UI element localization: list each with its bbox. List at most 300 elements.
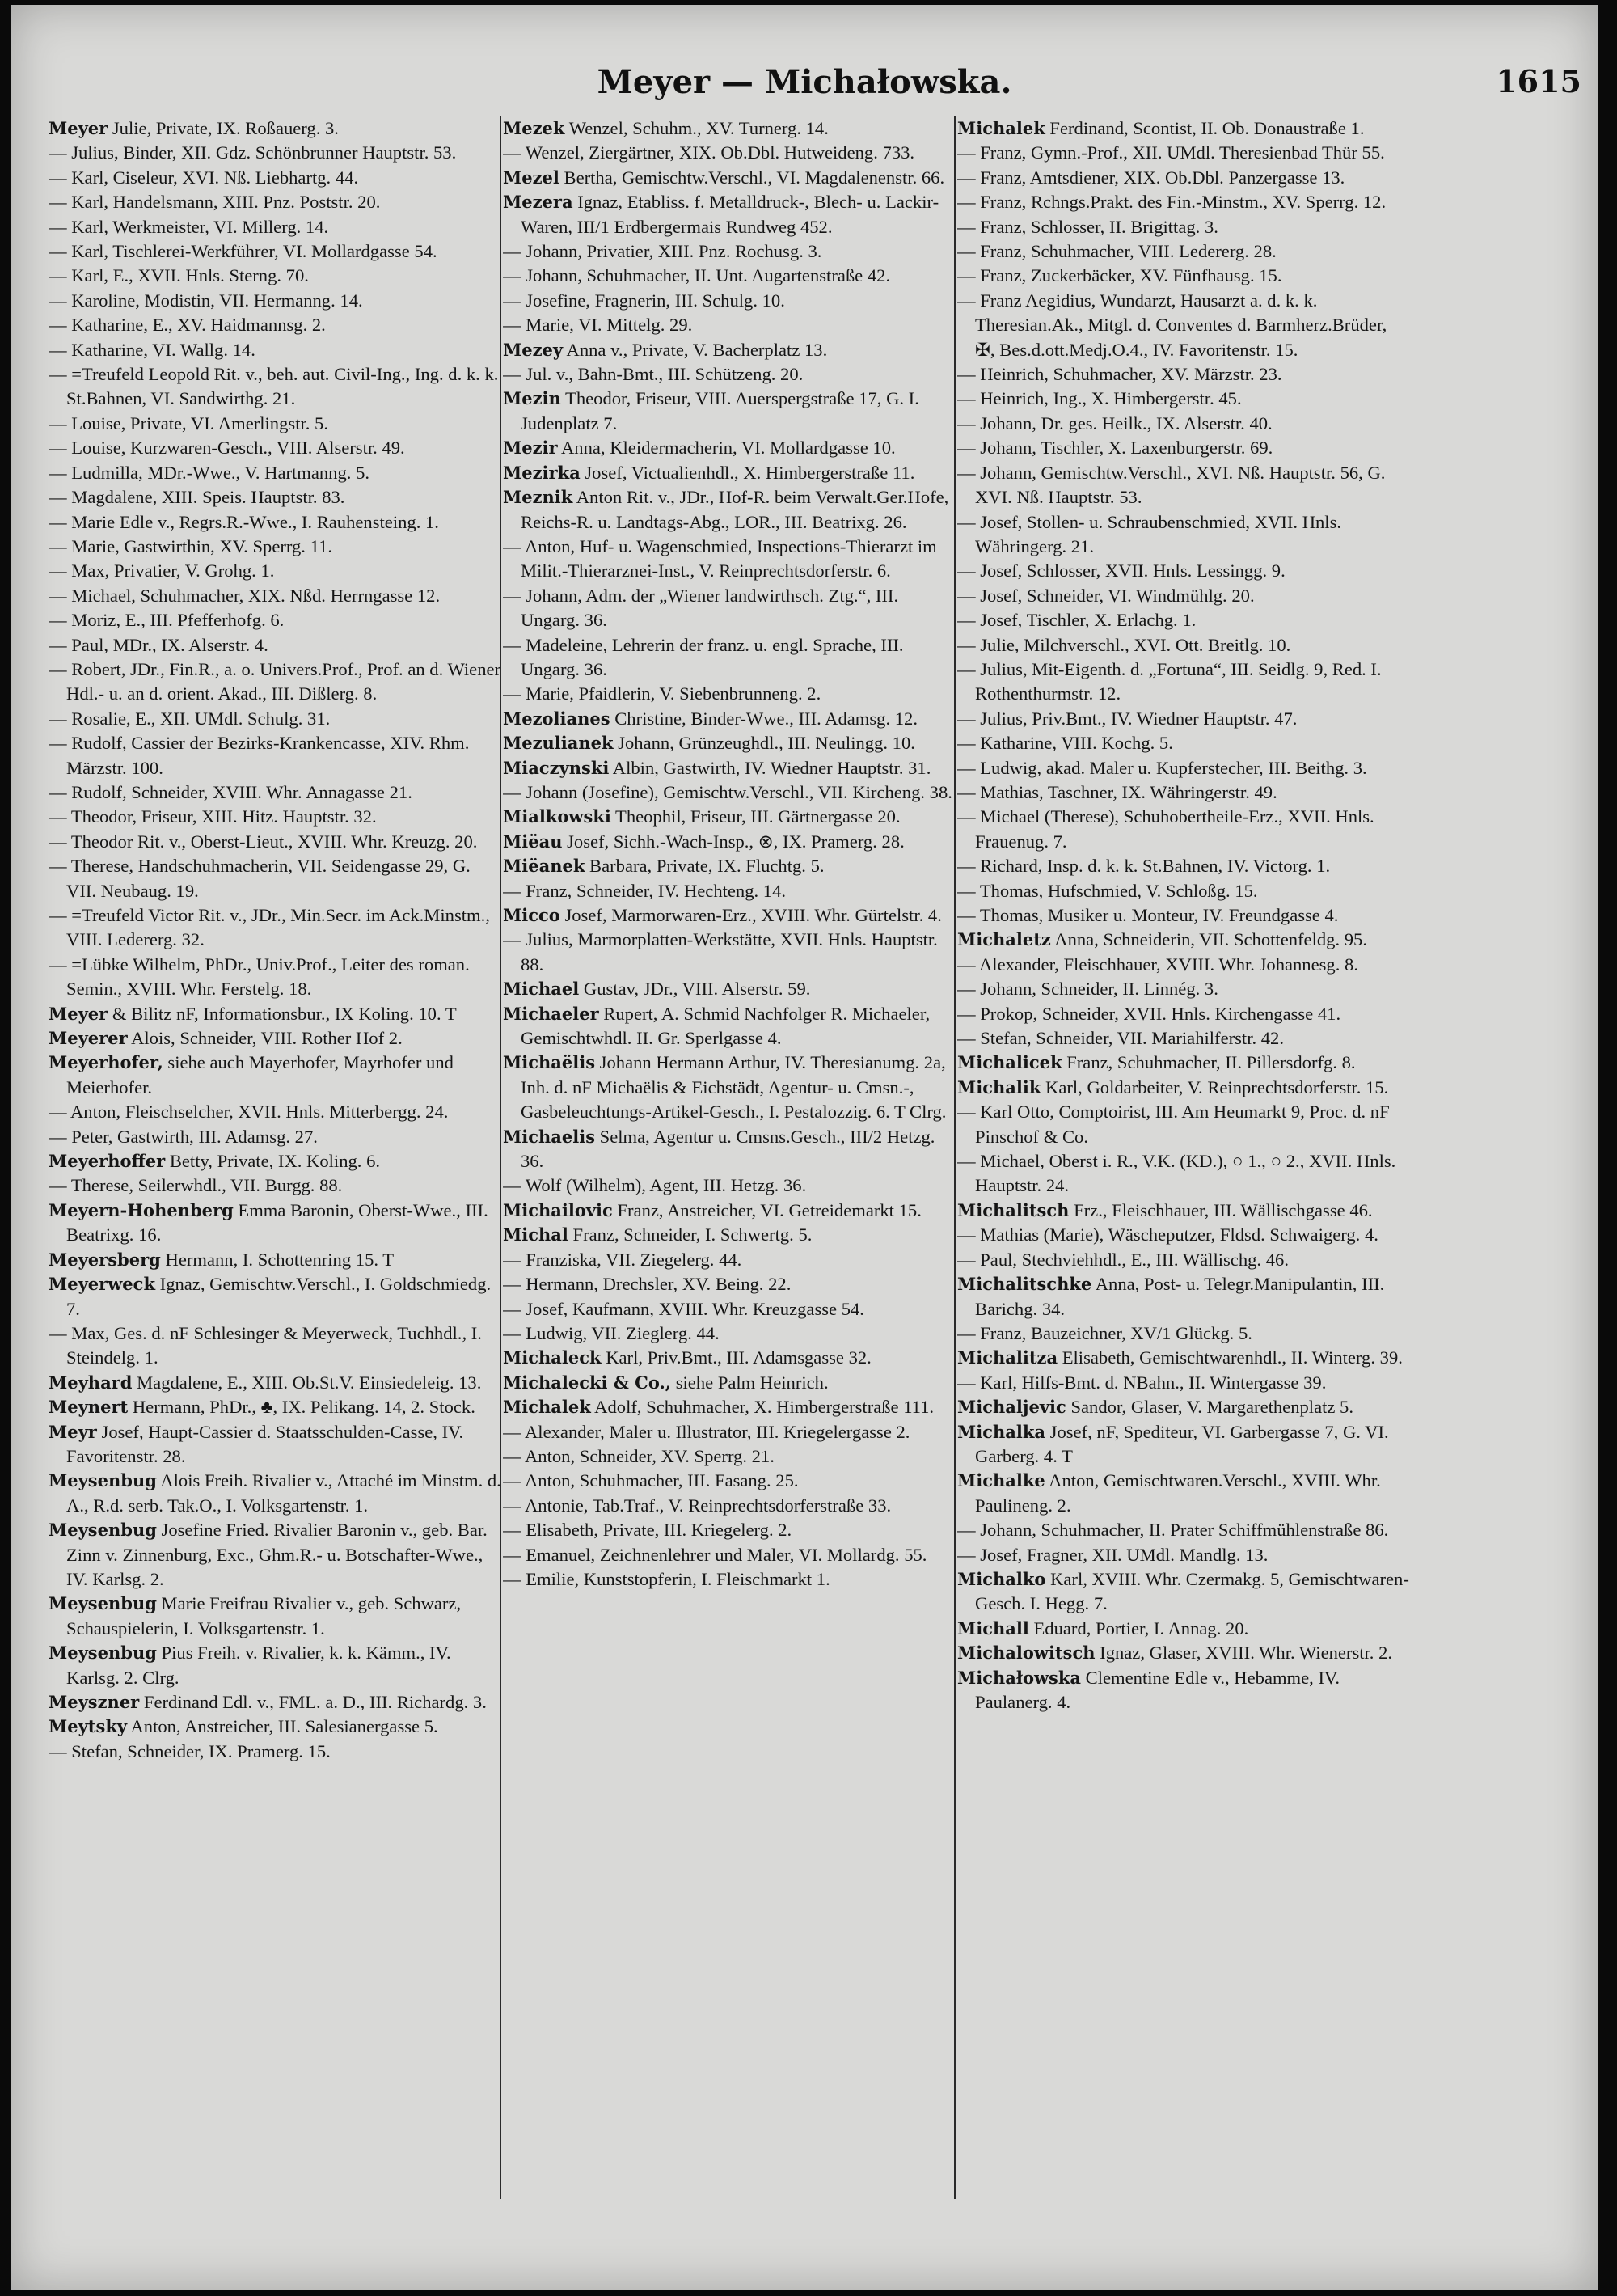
entry-details: — Thomas, Musiker u. Monteur, IV. Freundgasse 4. (957, 905, 1339, 925)
directory-entry (503, 731, 956, 755)
entry-details: — Thomas, Hufschmied, V. Schloßg. 15. (957, 880, 1258, 901)
entry-surname: Mezera (503, 192, 573, 213)
entry-surname: Meyszner (49, 1692, 140, 1712)
entry-details: Alois Freih. Rivalier v., Attaché im Minstm. d. A., R.d. serb. Tak.O., I. Volksgartenstr. 1. (66, 1470, 501, 1516)
directory-entry (49, 412, 501, 436)
entry-details: — Josef, Stollen- u. Schraubenschmied, XVII. Hnls. Währingerg. 21. (957, 511, 1342, 556)
directory-entry (503, 928, 956, 977)
directory-entry (957, 707, 1410, 731)
entry-details: — Emanuel, Zeichnenlehrer und Maler, VI. Mollardg. 55. (503, 1544, 927, 1565)
directory-entry (49, 338, 501, 362)
entry-details: — Rudolf, Cassier der Bezirks-Krankencasse, XIV. Rhm. Märzstr. 100. (49, 733, 470, 778)
entry-details: Albin, Gastwirth, IV. Wiedner Hauptstr. 31. (609, 757, 931, 778)
directory-entry (49, 1199, 501, 1248)
directory-entry (957, 584, 1410, 608)
entry-details: — Prokop, Schneider, XVII. Hnls. Kirchengasse 41. (957, 1003, 1341, 1024)
entry-details: — Marie Edle v., Regrs.R.-Wwe., I. Rauhensteing. 1. (49, 511, 439, 532)
entry-details: — Franz, Amtsdiener, XIX. Ob.Dbl. Panzergasse 13. (957, 167, 1345, 188)
directory-entry (503, 1199, 956, 1223)
directory-entry (503, 116, 956, 141)
entry-details: — Karoline, Modistin, VII. Hermanng. 14. (49, 290, 363, 311)
entry-details: Adolf, Schuhmacher, X. Himbergerstraße 111. (590, 1397, 935, 1418)
entry-surname: Michaeler (503, 1003, 599, 1024)
directory-entry (49, 953, 501, 1002)
directory-entry (49, 1740, 501, 1764)
directory-entry (957, 928, 1410, 952)
entry-surname: Meysenbug (49, 1470, 157, 1491)
entry-surname: Michalitschke (957, 1274, 1092, 1295)
entry-details: — Jul. v., Bahn-Bmt., III. Schützeng. 20. (503, 364, 804, 385)
entry-details: — Julius, Priv.Bmt., IV. Wiedner Hauptstr. 47. (957, 708, 1298, 729)
directory-entry (503, 1002, 956, 1051)
directory-entry (49, 1051, 501, 1100)
directory-entry (957, 953, 1410, 977)
entry-details: — Michael (Therese), Schuhobertheile-Erz., XVII. Hnls. Frauenug. 7. (957, 806, 1374, 852)
entry-surname: Miëau (503, 831, 563, 852)
entry-details: Barbara, Private, IX. Fluchtg. 5. (585, 856, 825, 877)
entry-details: — Alexander, Maler u. Illustrator, III. Kriegelergasse 2. (503, 1421, 910, 1442)
directory-entry (957, 879, 1410, 903)
directory-entry (957, 387, 1410, 411)
entry-surname: Michaëlis (503, 1052, 596, 1073)
directory-entry (49, 1026, 501, 1051)
directory-entry (957, 1420, 1410, 1469)
entry-surname: Miaczynski (503, 757, 610, 778)
entry-surname: Michael (503, 979, 580, 1000)
directory-entry (49, 1715, 501, 1739)
entry-details: Eduard, Portier, I. Annag. 20. (1028, 1617, 1249, 1638)
entry-surname: Michalitza (957, 1347, 1058, 1368)
entry-details: — Stefan, Schneider, VII. Mariahilferstr. 42. (957, 1028, 1285, 1049)
directory-entry (957, 1051, 1410, 1075)
entry-details: — Wolf (Wilhelm), Agent, III. Hetzg. 36. (503, 1175, 807, 1196)
entry-details: — Michael, Oberst i. R., V.K. (KD.), ○ 1., ○ 2., XVII. Hnls. Hauptstr. 24. (957, 1151, 1396, 1196)
entry-details: Anna, Kleidermacherin, VI. Mollardgasse 10. (557, 438, 896, 459)
entry-details: — Julius, Binder, XII. Gdz. Schönbrunner Hauptstr. 53. (49, 142, 457, 163)
entry-surname: Mezolianes (503, 708, 610, 729)
entry-details: Franz, Schneider, I. Schwertg. 5. (568, 1224, 813, 1245)
directory-entry (49, 1518, 501, 1592)
entry-details: — Franziska, VII. Ziegelerg. 44. (503, 1249, 742, 1270)
entry-surname: Meysenbug (49, 1593, 157, 1614)
directory-entry (49, 215, 501, 239)
entry-details: — Anton, Fleischselcher, XVII. Hnls. Mitterbergg. 24. (49, 1101, 449, 1123)
directory-entry (503, 362, 956, 387)
entry-surname: Meyr (49, 1421, 97, 1442)
entry-details: — Johann, Privatier, XIII. Pnz. Rochusg. 3. (503, 241, 822, 262)
entry-surname: Meznik (503, 487, 573, 508)
entry-surname: Michalik (957, 1076, 1041, 1097)
entry-surname: Meysenbug (49, 1520, 157, 1541)
directory-entry (503, 239, 956, 264)
entry-details: — =Treufeld Victor Rit. v., JDr., Min.Secr. im Ack.Minstm., VIII. Ledererg. 32. (49, 905, 490, 950)
entry-details: Josef, Marmorwaren-Erz., XVIII. Whr. Gürtelstr. 4. (559, 905, 942, 925)
directory-entry (49, 854, 501, 903)
directory-entry (957, 805, 1410, 854)
directory-entry (957, 1469, 1410, 1518)
directory-entry (49, 436, 501, 460)
directory-entry (49, 289, 501, 313)
entry-details: — Franz, Schlosser, II. Brigittag. 3. (957, 216, 1218, 237)
directory-entry (49, 1272, 501, 1321)
entry-surname: Michalowitsch (957, 1643, 1096, 1664)
directory-entry (503, 289, 956, 313)
entry-details: — Katharine, E., XV. Haidmannsg. 2. (49, 315, 326, 336)
directory-entry (957, 1617, 1410, 1641)
directory-entry (49, 166, 501, 190)
directory-entry (49, 1420, 501, 1469)
entry-details: Wenzel, Schuhm., XV. Turnerg. 14. (564, 118, 829, 138)
entry-details: — Franz, Bauzeichner, XV/1 Glückg. 5. (957, 1322, 1252, 1343)
entry-surname: Meyersberg (49, 1249, 161, 1270)
directory-column-3 (957, 116, 1410, 2203)
entry-details: Theophil, Friseur, III. Gärtnergasse 20. (610, 806, 901, 827)
entry-details: — Johann, Schuhmacher, II. Unt. Augartenstraße 42. (503, 265, 891, 286)
directory-entry (49, 116, 501, 141)
directory-entry (957, 166, 1410, 190)
entry-details: — Louise, Private, VI. Amerlingstr. 5. (49, 412, 328, 433)
directory-entry (503, 633, 956, 683)
directory-page (11, 5, 1598, 2290)
directory-entry (503, 780, 956, 805)
entry-details: — Michael, Schuhmacher, XIX. Nßd. Herrngasse 12. (49, 585, 441, 606)
entry-details: — Max, Ges. d. nF Schlesinger & Meyerweck, Tuchhdl., I. Steindelg. 1. (49, 1322, 482, 1368)
entry-details: Josefine Fried. Rivalier Baronin v., geb. Bar. Zinn v. Zinnenburg, Exc., Ghm.R.- u. Botschafter-Wwe., IV. Karlsg. 2. (66, 1520, 488, 1589)
entry-surname: Mezin (503, 388, 561, 409)
entry-details: — Robert, JDr., Fin.R., a. o. Univers.Prof., Prof. an d. Wiener Hdl.- u. an d. orient. Akad., III. Dißlerg. 8. (49, 658, 501, 704)
directory-entry (49, 1248, 501, 1272)
entry-surname: Michal (503, 1224, 568, 1245)
entry-details: Johann Hermann Arthur, IV. Theresianumg. 2a, Inh. d. nF Michaëlis & Eichstädt, Agentur- u. Cmsn.-, Gasbeleuchtungs-Artikel-Gesch., I. Pestalozzig. 6. T Clrg. (521, 1052, 947, 1123)
directory-entry (49, 1371, 501, 1395)
entry-details: — Marie, VI. Mittelg. 29. (503, 315, 693, 336)
directory-entry (503, 1395, 956, 1419)
directory-entry (503, 190, 956, 239)
directory-entry (503, 535, 956, 584)
directory-entry (49, 903, 501, 953)
directory-entry (503, 1371, 956, 1395)
directory-entry (49, 830, 501, 854)
directory-entry (957, 1371, 1410, 1395)
directory-entry (957, 1346, 1410, 1370)
directory-entry (957, 756, 1410, 780)
entry-details: — Antonie, Tab.Traf., V. Reinprechtsdorferstraße 33. (503, 1495, 892, 1516)
entry-details: Rupert, A. Schmid Nachfolger R. Michaeler, Gemischtwhdl. II. Gr. Sperlgasse 4. (521, 1003, 931, 1049)
entry-details: — Marie, Gastwirthin, XV. Sperrg. 11. (49, 535, 333, 556)
directory-entry (49, 1321, 501, 1371)
entry-surname: Meysenbug (49, 1643, 157, 1664)
directory-entry (957, 1026, 1410, 1051)
entry-surname: Michaleck (503, 1347, 602, 1368)
entry-details: — Josef, Schlosser, XVII. Hnls. Lessingg. 9. (957, 560, 1286, 581)
entry-details: — Rosalie, E., XII. UMdl. Schulg. 31. (49, 708, 331, 729)
entry-details: — Franz, Zuckerbäcker, XV. Fünfhausg. 15. (957, 265, 1282, 286)
entry-details: — Karl, Handelsmann, XIII. Pnz. Poststr. 20. (49, 192, 381, 213)
entry-details: Ferdinand, Scontist, II. Ob. Donaustraße 1. (1045, 118, 1365, 138)
directory-entry (49, 1469, 501, 1518)
directory-entry (957, 1076, 1410, 1100)
directory-entry (503, 1543, 956, 1567)
entry-details: — Franz Aegidius, Wundarzt, Hausarzt a. d. k. k. Theresian.Ak., Mitgl. d. Conventes d. Barmherz.Brüder, ✠, Bes.d.ott.Medj.O.4., IV. Favoritenstr. 15. (957, 290, 1387, 360)
directory-entry (503, 436, 956, 460)
directory-entry (49, 1690, 501, 1715)
entry-details: — Karl, Werkmeister, VI. Millerg. 14. (49, 216, 329, 237)
entry-details: — Magdalene, XIII. Speis. Hauptstr. 83. (49, 487, 345, 508)
entry-details: Ignaz, Etabliss. f. Metalldruck-, Blech- u. Lackir-Waren, III/1 Erdbergermais Rundweg 452. (521, 192, 939, 237)
directory-entry (957, 215, 1410, 239)
directory-entry (503, 1346, 956, 1370)
entry-details: Frz., Fleischhauer, III. Wällischgasse 46. (1069, 1199, 1373, 1220)
directory-entry (957, 854, 1410, 878)
directory-entry (957, 977, 1410, 1001)
directory-entry (49, 780, 501, 805)
entry-details: Marie Freifrau Rivalier v., geb. Schwarz, Schauspielerin, I. Volksgartenstr. 1. (66, 1593, 462, 1638)
entry-details: Anna v., Private, V. Bacherplatz 13. (563, 339, 828, 360)
directory-entry (957, 1199, 1410, 1223)
entry-details: — Ludwig, VII. Zieglerg. 44. (503, 1322, 720, 1343)
directory-entry (49, 707, 501, 731)
directory-entry (957, 731, 1410, 755)
entry-details: siehe auch Mayerhofer, Mayrhofer und Meierhofer. (66, 1052, 454, 1097)
directory-entry (957, 1002, 1410, 1026)
directory-entry (503, 756, 956, 780)
directory-entry (503, 584, 956, 633)
directory-entry (49, 510, 501, 535)
entry-surname: Michall (957, 1617, 1029, 1638)
entry-surname: Meyer (49, 1003, 108, 1024)
entry-details: & Bilitz nF, Informationsbur., IX Koling. 10. T (108, 1003, 457, 1024)
entry-details: — Paul, Stechviehhdl., E., III. Wällischg. 46. (957, 1249, 1289, 1270)
directory-entry (503, 1223, 956, 1247)
entry-details: Theodor, Friseur, VIII. Auerspergstraße 17, G. I. Judenplatz 7. (521, 388, 919, 433)
entry-details: — Therese, Handschuhmacherin, VII. Seidengasse 29, G. VII. Neubaug. 19. (49, 856, 471, 901)
entry-details: — Stefan, Schneider, IX. Pramerg. 15. (49, 1740, 331, 1761)
entry-details: — Josef, Kaufmann, XVIII. Whr. Kreuzgasse 54. (503, 1298, 864, 1319)
entry-surname: Meyhard (49, 1372, 133, 1393)
directory-entry (503, 461, 956, 485)
entry-details: Emma Baronin, Oberst-Wwe., III. Beatrixg. 16. (66, 1199, 488, 1245)
entry-details: — Karl, Hilfs-Bmt. d. NBahn., II. Wintergasse 39. (957, 1372, 1327, 1393)
directory-entry (49, 805, 501, 829)
directory-entry (957, 1567, 1410, 1617)
entry-surname: Michalek (503, 1397, 591, 1418)
entry-details: — Karl, Tischlerei-Werkführer, VI. Mollardgasse 54. (49, 241, 437, 262)
entry-surname: Michaletz (957, 929, 1051, 950)
entry-surname: Michalicek (957, 1052, 1062, 1073)
entry-details: Johann, Grünzeughdl., III. Neulingg. 10. (613, 733, 915, 754)
entry-details: — Katharine, VIII. Kochg. 5. (957, 733, 1173, 754)
directory-entry (503, 830, 956, 854)
entry-details: Anton Rit. v., JDr., Hof-R. beim Verwalt.Ger.Hofe, Reichs-R. u. Landtags-Abg., LOR., III. Beatrixg. 26. (521, 487, 949, 532)
entry-details: — Karl, Ciseleur, XVI. Nß. Liebhartg. 44. (49, 167, 359, 188)
directory-entry (503, 264, 956, 288)
column-divider (500, 116, 501, 2199)
directory-entry (957, 1666, 1410, 1715)
directory-entry (49, 633, 501, 658)
directory-entry (503, 854, 956, 878)
directory-entry (49, 313, 501, 337)
entry-details: Christine, Binder-Wwe., III. Adamsg. 12. (610, 708, 918, 729)
directory-entry (957, 1641, 1410, 1665)
page-title: Meyer — Michałowska. (597, 63, 1012, 101)
entry-details: Sandor, Glaser, V. Margarethenplatz 5. (1066, 1397, 1354, 1418)
directory-entry (49, 461, 501, 485)
directory-entry (957, 141, 1410, 165)
directory-entry (957, 658, 1410, 707)
entry-details: — =Lübke Wilhelm, PhDr., Univ.Prof., Leiter des roman. Semin., XVIII. Whr. Ferstelg. 18. (49, 953, 470, 1000)
directory-entry (49, 535, 501, 559)
directory-entry (503, 313, 956, 337)
entry-details: Anna, Post- u. Telegr.Manipulantin, III. Barichg. 34. (975, 1274, 1385, 1319)
entry-surname: Michalka (957, 1421, 1046, 1442)
entry-details: — Josef, Schneider, VI. Windmühlg. 20. (957, 585, 1255, 606)
directory-entry (957, 239, 1410, 264)
entry-details: — Elisabeth, Private, III. Kriegelerg. 2. (503, 1520, 792, 1541)
directory-entry (503, 707, 956, 731)
entry-surname: Meyer (49, 118, 108, 138)
entry-details: — Katharine, VI. Wallg. 14. (49, 339, 255, 360)
entry-surname: Michalitsch (957, 1199, 1070, 1220)
entry-details: — Johann, Schneider, II. Linnég. 3. (957, 979, 1218, 1000)
entry-details: Franz, Anstreicher, VI. Getreidemarkt 15. (612, 1199, 922, 1220)
entry-details: Josef, Victualienhdl., X. Himbergerstraße 11. (580, 462, 915, 483)
entry-surname: Michaelis (503, 1126, 596, 1147)
entry-details: — Wenzel, Ziergärtner, XIX. Ob.Dbl. Hutweideng. 733. (503, 142, 915, 163)
directory-entry (49, 1002, 501, 1026)
entry-details: — Anton, Schuhmacher, III. Fasang. 25. (503, 1470, 799, 1491)
entry-details: Betty, Private, IX. Koling. 6. (165, 1151, 381, 1172)
entry-details: — Franz, Schuhmacher, VIII. Ledererg. 28. (957, 241, 1277, 262)
entry-details: — Johann, Gemischtw.Verschl., XVI. Nß. Hauptstr. 56, G. XVI. Nß. Hauptstr. 53. (957, 462, 1386, 508)
directory-entry (957, 1395, 1410, 1419)
entry-details: — Karl Otto, Comptoirist, III. Am Heumarkt 9, Proc. d. nF Pinschof & Co. (957, 1101, 1390, 1147)
entry-details: Anna, Schneiderin, VII. Schottenfeldg. 95. (1050, 929, 1367, 950)
entry-surname: Mezir (503, 438, 558, 459)
directory-entry (503, 1173, 956, 1198)
directory-entry (503, 1321, 956, 1346)
directory-entry (49, 731, 501, 780)
directory-entry (957, 510, 1410, 560)
directory-entry (957, 1543, 1410, 1567)
entry-details: — Johann, Dr. ges. Heilk., IX. Alserstr. 40. (957, 412, 1273, 433)
directory-entry (49, 1173, 501, 1198)
directory-entry (503, 1444, 956, 1469)
entry-details: Ignaz, Glaser, XVIII. Whr. Wienerstr. 2. (1095, 1643, 1393, 1664)
entry-surname: Micco (503, 905, 560, 925)
directory-entry (503, 1248, 956, 1272)
directory-entry (957, 1248, 1410, 1272)
entry-surname: Michailovic (503, 1199, 613, 1220)
column-divider (954, 116, 956, 2199)
entry-surname: Meytsky (49, 1716, 128, 1737)
entry-details: Hermann, I. Schottenring 15. T (160, 1249, 395, 1270)
entry-details: — Madeleine, Lehrerin der franz. u. engl. Sprache, III. Ungarg. 36. (503, 634, 904, 679)
directory-entry (957, 264, 1410, 288)
entry-details: Karl, XVIII. Whr. Czermakg. 5, Gemischtwaren-Gesch. I. Hegg. 7. (975, 1568, 1409, 1614)
entry-details: — Peter, Gastwirth, III. Adamsg. 27. (49, 1126, 318, 1147)
entry-details: Clementine Edle v., Hebamme, IV. Paulanerg. 4. (975, 1667, 1340, 1712)
entry-details: Anton, Gemischtwaren.Verschl., XVIII. Whr. Paulineng. 2. (975, 1470, 1381, 1516)
directory-entry (503, 485, 956, 535)
directory-entry (49, 559, 501, 583)
entry-surname: Mezirka (503, 462, 581, 483)
entry-details: — Theodor Rit. v., Oberst-Lieut., XVIII. Whr. Kreuzg. 20. (49, 831, 478, 852)
directory-entry (503, 141, 956, 165)
entry-surname: Mezulianek (503, 733, 614, 754)
entry-surname: Mialkowski (503, 806, 611, 827)
directory-entry (49, 1395, 501, 1419)
entry-details: — Julius, Mit-Eigenth. d. „Fortuna“, III. Seidlg. 9, Red. I. Rothenthurmstr. 12. (957, 658, 1382, 704)
directory-entry (49, 608, 501, 632)
entry-surname: Mezek (503, 118, 565, 138)
entry-details: — Franz, Gymn.-Prof., XII. UMdl. Theresienbad Thür 55. (957, 142, 1385, 163)
entry-details: — Julie, Milchverschl., XVI. Ott. Breitlg. 10. (957, 634, 1291, 655)
directory-entry (957, 412, 1410, 436)
directory-entry (957, 633, 1410, 658)
entry-details: — Anton, Schneider, XV. Sperrg. 21. (503, 1445, 775, 1466)
directory-entry (957, 289, 1410, 362)
entry-details: Magdalene, E., XIII. Ob.St.V. Einsiedeleig. 13. (132, 1372, 482, 1393)
entry-details: — Julius, Marmorplatten-Werkstätte, XVII. Hnls. Hauptstr. 88. (503, 929, 938, 975)
entry-details: — Karl, E., XVII. Hnls. Sterng. 70. (49, 265, 309, 286)
entry-details: — Emilie, Kunststopferin, I. Fleischmarkt 1. (503, 1568, 830, 1589)
entry-details: Anton, Anstreicher, III. Salesianergasse 5. (127, 1716, 438, 1737)
directory-entry (503, 977, 956, 1001)
directory-entry (503, 1518, 956, 1542)
entry-details: — Mathias, Taschner, IX. Währingerstr. 49. (957, 781, 1277, 802)
directory-entry (503, 879, 956, 903)
page-header (11, 63, 1598, 112)
entry-details: Gustav, JDr., VIII. Alserstr. 59. (579, 979, 811, 1000)
entry-details: Franz, Schuhmacher, II. Pillersdorfg. 8. (1062, 1052, 1356, 1073)
directory-entry (957, 1223, 1410, 1247)
directory-entry (957, 362, 1410, 387)
directory-entry (49, 1641, 501, 1690)
entry-details: — Heinrich, Ing., X. Himbergerstr. 45. (957, 388, 1242, 409)
entry-details: Karl, Priv.Bmt., III. Adamsgasse 32. (601, 1347, 872, 1368)
entry-surname: Meyerer (49, 1028, 128, 1049)
entry-details: — Heinrich, Schuhmacher, XV. Märzstr. 23. (957, 364, 1282, 385)
directory-entry (49, 362, 501, 412)
directory-entry (503, 1125, 956, 1174)
directory-entry (503, 903, 956, 928)
directory-entry (503, 166, 956, 190)
directory-entry (503, 1420, 956, 1444)
entry-details: — Johann, Schuhmacher, II. Prater Schiffmühlenstraße 86. (957, 1520, 1389, 1541)
entry-details: Josef, nF, Spediteur, VI. Garbergasse 7, G. VI. Garberg. 4. T (975, 1421, 1389, 1466)
entry-surname: Michalko (957, 1568, 1046, 1589)
entry-details: — Alexander, Fleischhauer, XVIII. Whr. Johannesg. 8. (957, 953, 1358, 975)
entry-details: — Ludwig, akad. Maler u. Kupferstecher, III. Beithg. 3. (957, 757, 1367, 778)
entry-surname: Michalke (957, 1470, 1045, 1491)
directory-entry (503, 338, 956, 362)
directory-entry (49, 485, 501, 510)
entry-surname: Miëanek (503, 856, 585, 877)
directory-entry (503, 1567, 956, 1592)
directory-entry (49, 1125, 501, 1149)
directory-entry (49, 141, 501, 165)
entry-details: Selma, Agentur u. Cmsns.Gesch., III/2 Hetzg. 36. (521, 1126, 935, 1172)
directory-entry (49, 1149, 501, 1173)
directory-entry (49, 190, 501, 214)
entry-details: Josef, Haupt-Cassier d. Staatsschulden-Casse, IV. Favoritenstr. 28. (66, 1421, 464, 1466)
entry-details: — Theodor, Friseur, XIII. Hitz. Hauptstr. 32. (49, 806, 377, 827)
entry-surname: Michaljevic (957, 1397, 1066, 1418)
directory-column-2 (503, 116, 956, 2203)
directory-entry (503, 1297, 956, 1321)
entry-details: — Franz, Schneider, IV. Hechteng. 14. (503, 880, 787, 901)
entry-details: — Johann (Josefine), Gemischtw.Verschl., VII. Kircheng. 38. (503, 781, 952, 802)
